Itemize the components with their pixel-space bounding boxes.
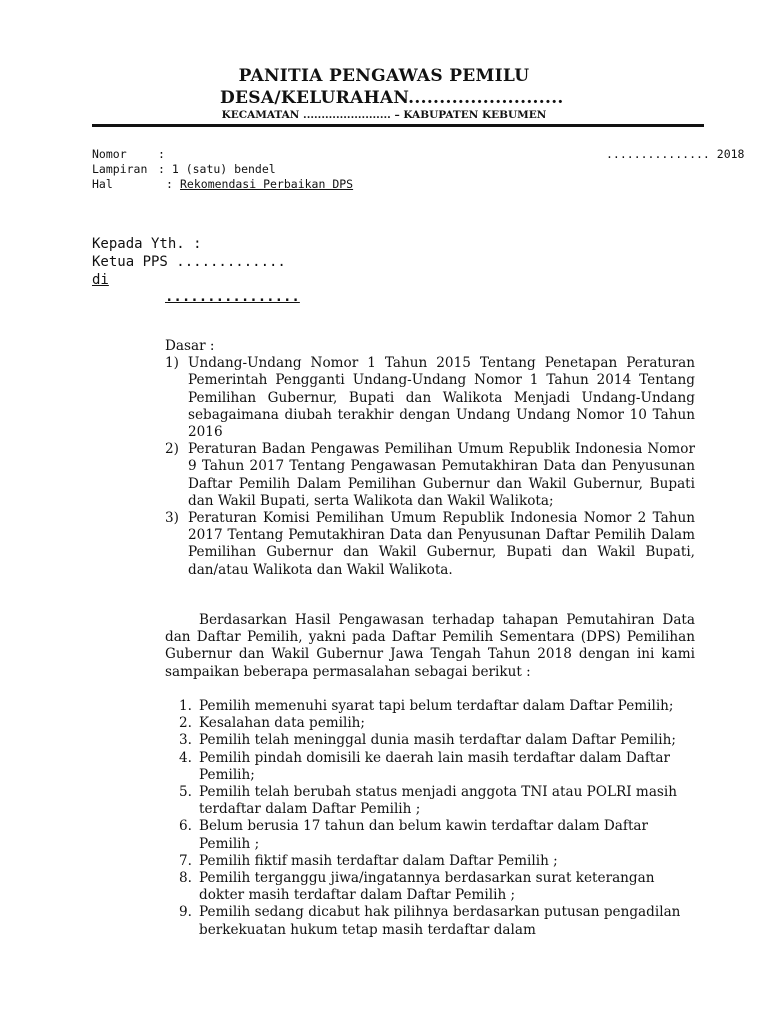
list-item-number: 5. — [179, 784, 192, 801]
list-item-text: Pemilih fiktif masih terdaftar dalam Daftar Pemilih ; — [199, 852, 558, 869]
letterhead-village: DESA/KELURAHAN......................... — [220, 88, 564, 108]
dasar-item — [165, 510, 695, 579]
dasar-item — [165, 441, 695, 510]
hal-separator: : — [166, 177, 173, 191]
list-item — [165, 784, 695, 818]
issues-list — [165, 698, 695, 939]
list-item — [165, 853, 695, 870]
list-item-text: Pemilih memenuhi syarat tapi belum terdaftar dalam Daftar Pemilih; — [199, 698, 674, 714]
list-item — [165, 870, 695, 904]
recipient-name: Ketua PPS ............. — [92, 254, 286, 270]
list-item-text: Pemilih telah berubah status menjadi anggota TNI atau POLRI masih terdaftar dalam Daftar Pemilih ; — [199, 784, 677, 818]
lampiran-label: Lampiran — [92, 162, 148, 176]
hal-label: Hal — [92, 177, 113, 191]
recipient-place: ................ — [165, 289, 300, 305]
dasar-item-text: Undang-Undang Nomor 1 Tahun 2015 Tentang Penetapan Peraturan Pemerintah Pengganti Undang-Undang Nomor 1 Tahun 2014 Tentang Pemilihan Gubernur, Bupati dan Walikota Menjadi Undang-Undang sebagaimana diubah terakhir dengan Undang Undang Nomor 10 Tahun 2016 — [188, 355, 695, 441]
list-item-number: 1. — [179, 698, 192, 714]
dasar-item-number: 3) — [165, 510, 179, 527]
nomor-separator: : — [158, 147, 165, 161]
nomor-label: Nomor — [92, 147, 127, 161]
list-item-text: Pemilih terganggu jiwa/ingatannya berdasarkan surat keterangan dokter masih terdaftar dalam Daftar Pemilih ; — [199, 870, 655, 904]
dasar-heading: Dasar : — [165, 338, 215, 354]
list-item-text: Belum berusia 17 tahun dan belum kawin terdaftar dalam Daftar Pemilih ; — [199, 818, 649, 852]
letter-date: ............... 2018 — [606, 147, 745, 161]
dasar-item-text: Peraturan Badan Pengawas Pemilihan Umum Republik Indonesia Nomor 9 Tahun 2017 Tentang Pengawasan Pemutakhiran Data dan Penyusunan Daftar Pemilih Dalam Pemilihan Gubernur dan Wakil Gubernur, Bupati dan Wakil Bupati, serta Walikota dan Wakil Walikota; — [188, 441, 695, 509]
list-item — [165, 698, 695, 715]
list-item-text: Pemilih telah meninggal dunia masih terdaftar dalam Daftar Pemilih; — [199, 732, 676, 749]
list-item-number: 9. — [179, 904, 192, 921]
list-item-number: 8. — [179, 870, 192, 887]
dasar-item — [165, 355, 695, 441]
list-item-number: 4. — [179, 749, 192, 766]
list-item-text: Pemilih pindah domisili ke daerah lain masih terdaftar dalam Daftar Pemilih; — [199, 749, 670, 783]
letterhead-district: KECAMATAN ........................ – KABUPATEN KEBUMEN — [221, 109, 547, 121]
hal-value: Rekomendasi Perbaikan DPS — [180, 177, 354, 191]
dasar-item-number: 1) — [165, 355, 179, 372]
dasar-item-number: 2) — [165, 441, 179, 458]
recipient-di: di — [92, 272, 109, 288]
list-item — [165, 750, 695, 784]
dasar-section — [165, 338, 695, 579]
list-item-number: 2. — [179, 715, 192, 732]
list-item — [165, 818, 695, 852]
list-item — [165, 715, 695, 732]
list-item-number: 7. — [179, 852, 192, 869]
dasar-item-text: Peraturan Komisi Pemilihan Umum Republik Indonesia Nomor 2 Tahun 2017 Tentang Pemutakhiran Data dan Penyusunan Daftar Pemilih Dalam Pemilihan Gubernur dan Wakil Gubernur, Bupati dan Wakil Bupati, dan/atau Walikota dan Wakil Walikota. — [188, 510, 695, 578]
list-item-number: 3. — [179, 732, 192, 749]
findings-paragraph: Berdasarkan Hasil Pengawasan terhadap tahapan Pemutahiran Data dan Daftar Pemilih, yakni pada Daftar Pemilih Sementara (DPS) Pemilihan Gubernur dan Wakil Gubernur Jawa Tengah Tahun 2018 dengan ini kami sampaikan beberapa permasalahan sebagai berikut : — [165, 612, 695, 680]
list-item — [165, 904, 695, 938]
list-item-number: 6. — [179, 818, 192, 835]
list-item — [165, 732, 695, 749]
recipient-greeting: Kepada Yth. : — [92, 236, 202, 252]
list-item-text: Kesalahan data pemilih; — [199, 715, 366, 732]
lampiran-value: : 1 (satu) bendel — [158, 162, 276, 176]
list-item-text: Pemilih sedang dicabut hak pilihnya berdasarkan putusan pengadilan berkekuatan hukum tetap masih terdaftar dalam — [199, 904, 681, 938]
letterhead-rule — [92, 124, 704, 127]
letterhead-title: PANITIA PENGAWAS PEMILU — [238, 66, 530, 86]
